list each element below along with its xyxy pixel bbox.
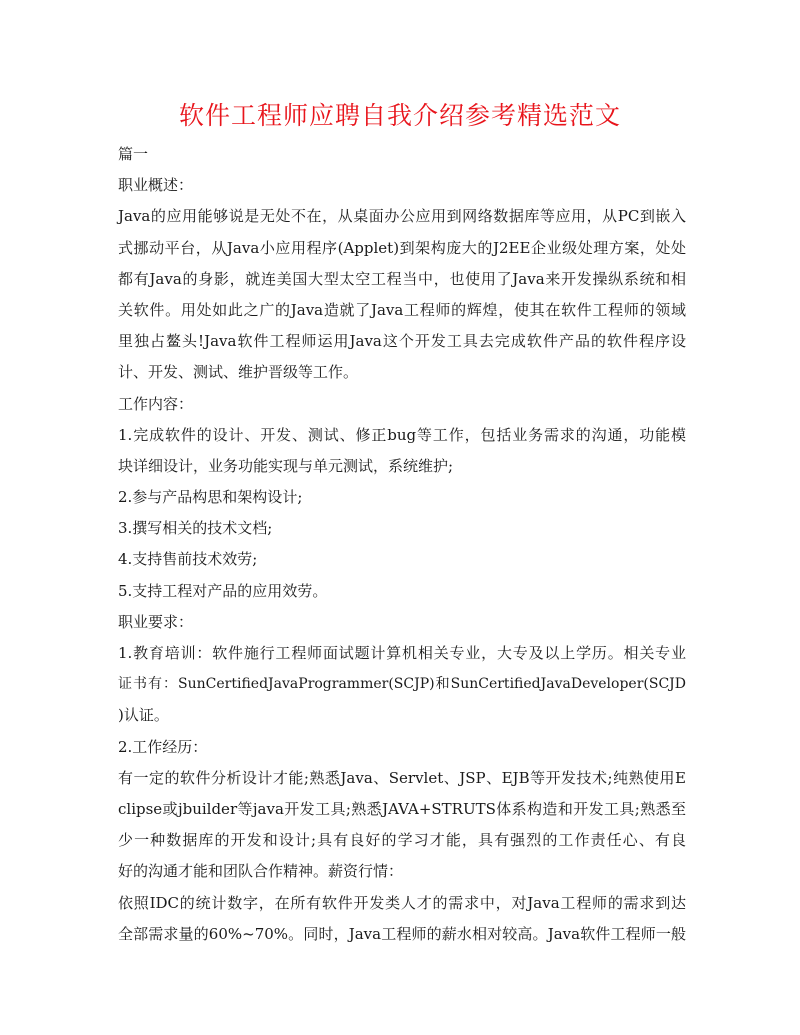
text-line: 好的沟通才能和团队合作精神。薪资行情： (118, 862, 404, 881)
text-line: 5.支持工程对产品的应用效劳。 (118, 581, 328, 600)
text-line: 2.参与产品构思和架构设计; (118, 488, 303, 507)
text-line: 都有Java的身影，就连美国大型太空工程当中，也使用了Java来开发操纵系统和相 (118, 269, 686, 288)
text-line: 3.撰写相关的技术文档; (118, 519, 273, 538)
text-line: 职业要求： (118, 612, 194, 631)
text-line: 依照IDC的统计数字，在所有软件开发类人才的需求中，对Java工程师的需求到达 (118, 893, 686, 912)
text-line: 少一种数据库的开发和设计;具有良好的学习才能，具有强烈的工作责任心、有良 (118, 831, 686, 850)
text-line: 2.工作经历： (118, 737, 208, 756)
text-line: Java的应用能够说是无处不在，从桌面办公应用到网络数据库等应用，从PC到嵌入 (118, 207, 686, 226)
text-line: 篇一 (118, 145, 149, 163)
text-line: )认证。 (118, 706, 169, 725)
text-line: 关软件。用处如此之广的Java造就了Java工程师的辉煌，使其在软件工程师的领域 (118, 300, 686, 319)
text-line: 式挪动平台，从Java小应用程序(Applet)到架构庞大的J2EE企业级处理方案，处处 (118, 238, 686, 257)
document-body (118, 139, 686, 950)
text-line: 1.完成软件的设计、开发、测试、修正bug等工作，包括业务需求的沟通，功能模 (118, 425, 686, 444)
text-line: 里独占鳌头!Java软件工程师运用Java这个开发工具去完成软件产品的软件程序设 (118, 332, 686, 351)
text-line: clipse或jbuilder等java开发工具;熟悉JAVA+STRUTS体系构造和开发工具;熟悉至 (118, 799, 686, 818)
text-line: 4.支持售前技术效劳; (118, 550, 258, 569)
text-line: 计、开发、测试、维护晋级等工作。 (118, 363, 359, 382)
text-line: 有一定的软件分析设计才能;熟悉Java、Servlet、JSP、EJB等开发技术;纯熟使用E (118, 768, 686, 787)
document-title: 软件工程师应聘自我介绍参考精选范文 (178, 101, 621, 130)
text-line: 职业概述： (118, 176, 194, 195)
text-line: 块详细设计，业务功能实现与单元测试，系统维护; (118, 456, 454, 475)
text-line: 工作内容： (118, 394, 194, 413)
text-line: 证书有：SunCertifiedJavaProgrammer(SCJP)和SunCertifiedJavaDeveloper(SCJD (118, 676, 686, 693)
text-line: 全部需求量的60%~70%。同时，Java工程师的薪水相对较高。Java软件工程师一般 (118, 924, 686, 943)
text-line: 1.教育培训：软件施行工程师面试题计算机相关专业，大专及以上学历。相关专业 (118, 644, 686, 662)
